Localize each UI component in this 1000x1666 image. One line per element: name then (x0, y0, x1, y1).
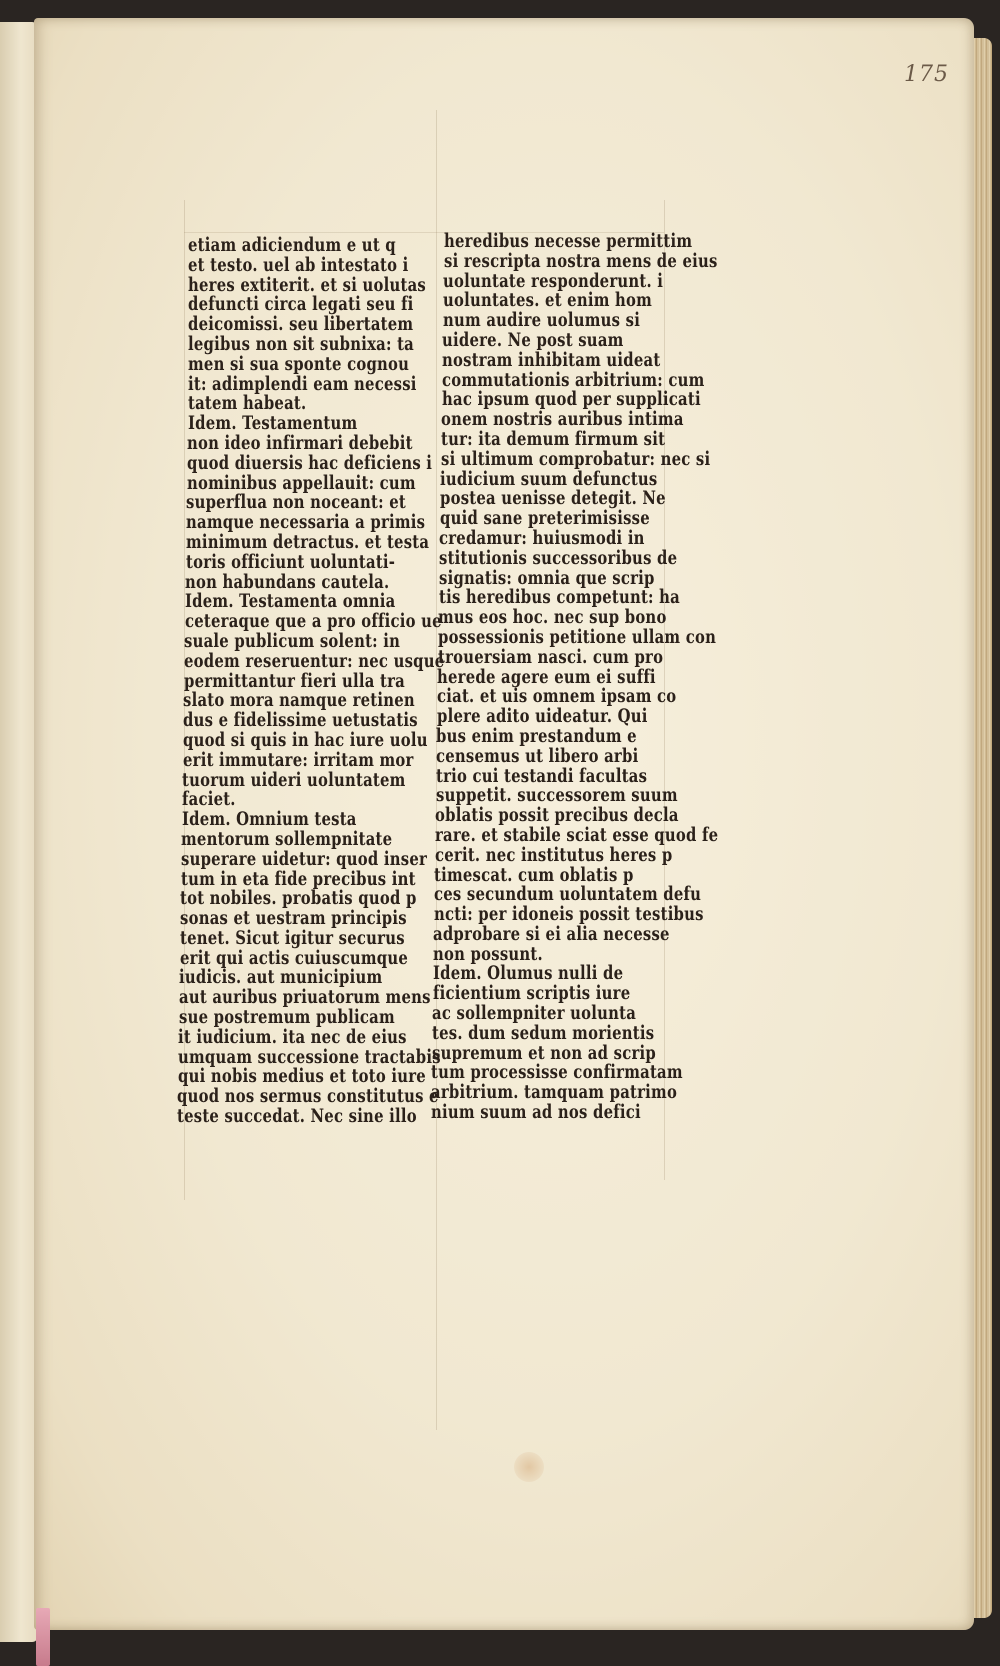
manuscript-line: si ultimum comprobatur: nec si (441, 447, 711, 470)
manuscript-line: slato mora namque retinen (183, 689, 415, 712)
manuscript-line: iudicium suum defunctus (440, 467, 658, 490)
manuscript-line: erit qui actis cuiuscumque (180, 946, 409, 969)
manuscript-line: Idem. Testamentum (188, 412, 358, 435)
manuscript-line: uoluntate responderunt. i (443, 269, 664, 292)
manuscript-line: sue postremum publicam (179, 1006, 395, 1029)
manuscript-line: ac sollempniter uolunta (432, 1002, 637, 1025)
manuscript-line: namque necessaria a primis (186, 511, 426, 534)
manuscript-line: superflua non noceant: et (186, 491, 406, 514)
manuscript-line: Idem. Omnium testa (182, 808, 357, 831)
manuscript-line: trouersiam nasci. cum pro (438, 645, 664, 668)
manuscript-line: plere adito uideatur. Qui (437, 705, 648, 728)
manuscript-line: mus eos hoc. nec sup bono (438, 606, 667, 629)
manuscript-line: ceteraque que a pro officio ue (185, 610, 442, 633)
manuscript-line: nominibus appellauit: cum (187, 471, 416, 494)
manuscript-line: herede agere eum ei suffi (437, 665, 656, 688)
manuscript-line: postea uenisse detegit. Ne (440, 487, 666, 510)
manuscript-line: tot nobiles. probatis quod p (180, 887, 417, 910)
manuscript-line: nium suum ad nos defici (431, 1101, 641, 1124)
manuscript-line: tum processisse confirmatam (431, 1061, 683, 1084)
manuscript-line: tur: ita demum firmum sit (441, 427, 666, 450)
manuscript-line: onem nostris auribus intima (441, 408, 684, 431)
manuscript-line: si rescripta nostra mens de eius (444, 249, 718, 272)
manuscript-line: non possunt. (433, 942, 543, 965)
manuscript-line: et testo. uel ab intestato i (188, 253, 409, 276)
manuscript-line: quod si quis in hac iure uolu (183, 728, 428, 751)
adjacent-leaf (0, 22, 38, 1642)
manuscript-line: tis heredibus competunt: ha (439, 586, 681, 609)
manuscript-line: uidere. Ne post suam (442, 328, 624, 351)
manuscript-line: ces secundum uoluntatem defu (434, 883, 702, 906)
manuscript-line: rare. et stabile sciat esse quod fe (435, 823, 719, 846)
manuscript-line: commutationis arbitrium: cum (442, 368, 705, 391)
manuscript-line: aut auribus priuatorum mens (179, 986, 431, 1009)
manuscript-line: possessionis petitione ullam con (438, 625, 717, 648)
manuscript-line: heredibus necesse permittim (444, 230, 693, 252)
text-column-right (431, 230, 719, 1124)
manuscript-line: non ideo infirmari debebit (187, 431, 413, 454)
manuscript-line: ciat. et uis omnem ipsam co (437, 685, 677, 708)
manuscript-line: toris officiunt uoluntati- (186, 550, 396, 573)
manuscript-line: permittantur fieri ulla tra (184, 669, 405, 692)
manuscript-line: it: adimplendi eam necessi (188, 372, 417, 395)
manuscript-line: ncti: per idoneis possit testibus (434, 903, 704, 926)
manuscript-line: legibus non sit subnixa: ta (188, 332, 414, 355)
manuscript-line: adprobare si ei alia necesse (433, 922, 670, 945)
manuscript-line: teste succedat. Nec sine illo (177, 1105, 417, 1128)
manuscript-line: defuncti circa legati seu fi (188, 293, 414, 316)
manuscript-line: num audire uolumus si (443, 309, 641, 332)
manuscript-line: Idem. Olumus nulli de (433, 962, 624, 985)
manuscript-line: cerit. nec institutus heres p (435, 843, 673, 866)
folio-number: 175 (904, 62, 949, 87)
manuscript-line: oblatis possit precibus decla (435, 804, 679, 827)
manuscript-line: eodem reseruentur: nec usque (184, 649, 445, 672)
manuscript-line: etiam adiciendum e ut q (188, 234, 396, 256)
manuscript-line: it iudicium. ita nec de eius (178, 1025, 407, 1048)
manuscript-line: tum in eta fide precibus int (181, 867, 416, 890)
manuscript-line: sonas et uestram principis (180, 907, 407, 930)
manuscript-line: faciet. (182, 788, 236, 811)
manuscript-line: ficientium scriptis iure (433, 982, 631, 1005)
manuscript-line: tes. dum sedum morientis (432, 1021, 655, 1044)
manuscript-line: signatis: omnia que scrip (439, 566, 655, 589)
manuscript-line: qui nobis medius et toto iure (178, 1065, 426, 1088)
manuscript-line: hac ipsum quod per supplicati (442, 388, 701, 411)
manuscript-line: quod nos sermus constitutus e (177, 1085, 439, 1108)
manuscript-line: quid sane preterimisisse (440, 507, 650, 530)
text-column-left (177, 234, 445, 1128)
manuscript-line: credamur: huiusmodi in (439, 526, 645, 549)
manuscript-line: supremum et non ad scrip (432, 1041, 656, 1064)
manuscript-line: quod diuersis hac deficiens i (187, 451, 433, 474)
manuscript-line: nostram inhibitam uideat (442, 348, 661, 371)
manuscript-line: umquam successione tractabis (178, 1045, 441, 1068)
manuscript-line: mentorum sollempnitate (181, 827, 393, 850)
manuscript-line: suppetit. successorem suum (436, 784, 678, 807)
manuscript-line: uoluntates. et enim hom (443, 289, 653, 312)
manuscript-line: trio cui testandi facultas (436, 764, 648, 787)
manuscript-line: timescat. cum oblatis p (434, 863, 634, 886)
manuscript-line: iudicis. aut municipium (179, 966, 383, 989)
bookmark-ribbon (36, 1608, 50, 1666)
manuscript-line: men si sua sponte cognou (188, 352, 410, 375)
manuscript-line: Idem. Testamenta omnia (185, 590, 396, 613)
manuscript-line: erit immutare: irritam mor (183, 748, 414, 771)
manuscript-line: deicomissi. seu libertatem (188, 313, 414, 336)
manuscript-line: bus enim prestandum e (436, 724, 637, 747)
manuscript-line: stitutionis successoribus de (439, 546, 678, 569)
manuscript-line: suale publicum solent: in (184, 629, 401, 652)
manuscript-line: censemus ut libero arbi (436, 744, 639, 767)
parchment-stain (514, 1452, 544, 1482)
manuscript-line: arbitrium. tamquam patrimo (431, 1081, 678, 1104)
manuscript-line: tatem habeat. (188, 392, 307, 415)
manuscript-line: heres extiterit. et si uolutas (188, 273, 427, 296)
manuscript-line: tenet. Sicut igitur securus (180, 926, 405, 949)
manuscript-line: tuorum uideri uoluntatem (182, 768, 406, 791)
manuscript-line: dus e fidelissime uetustatis (183, 709, 418, 732)
manuscript-line: minimum detractus. et testa (186, 530, 430, 553)
manuscript-line: non habundans cautela. (185, 570, 390, 593)
manuscript-line: superare uidetur: quod inser (181, 847, 428, 870)
